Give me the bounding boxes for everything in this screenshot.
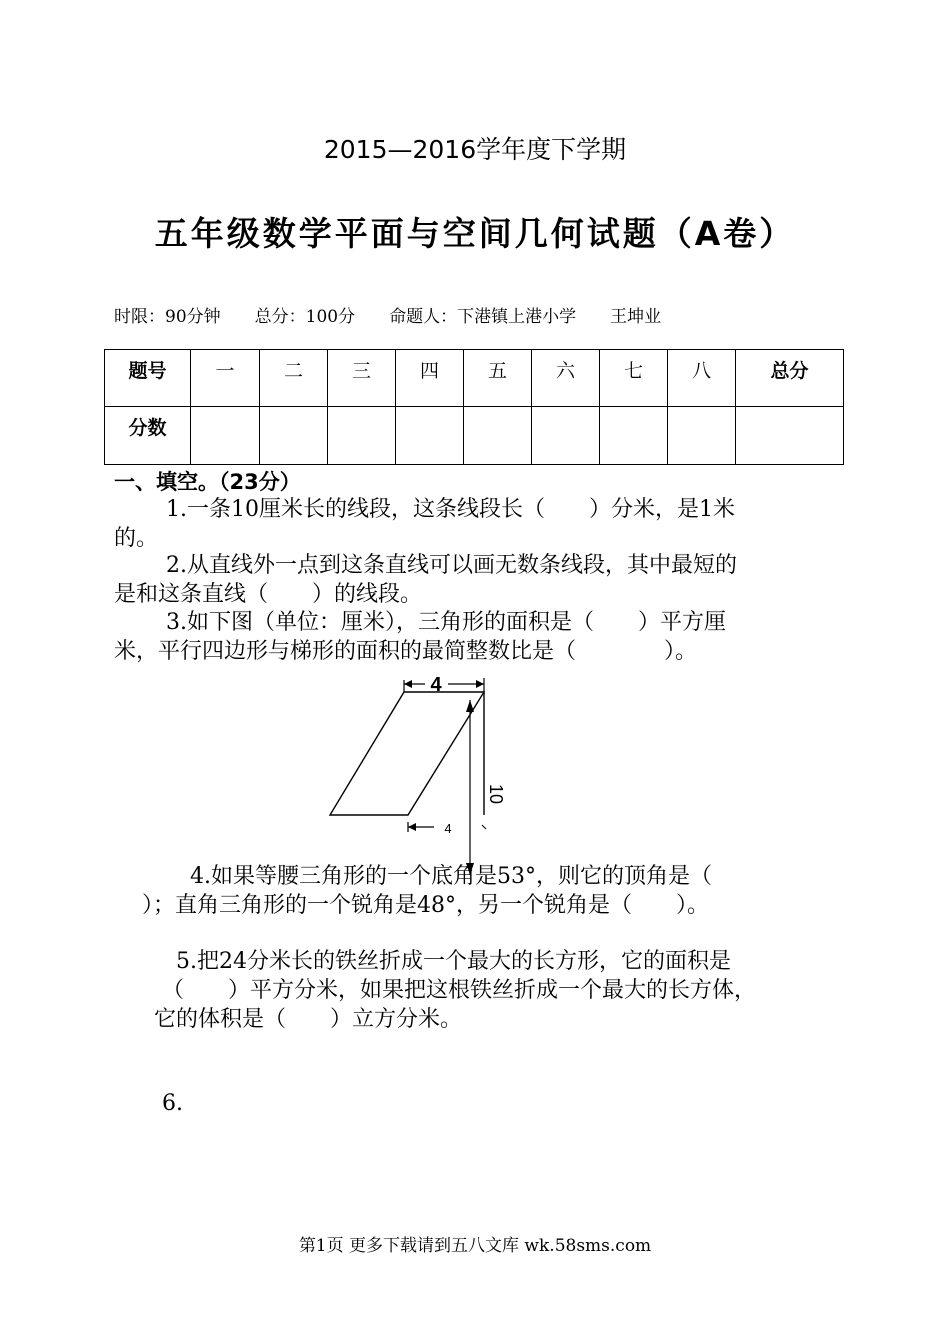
score-table-header-row <box>105 350 844 407</box>
question-line: 6. <box>162 1091 183 1116</box>
table-header-cell: 五 <box>464 350 532 407</box>
question-5 <box>114 947 844 1034</box>
height-label: 10 <box>486 783 506 805</box>
question-line: 的。 <box>114 526 159 551</box>
question-line: 是和这条直线（ ）的线段。 <box>114 582 423 607</box>
parallelogram-shape <box>330 692 484 815</box>
question-6 <box>114 1089 844 1118</box>
score-cell <box>600 407 668 465</box>
section-heading: 一、填空。（23分） <box>114 470 301 494</box>
score-table <box>104 349 844 465</box>
score-cell <box>396 407 464 465</box>
page-footer: 第1页 更多下载请到五八文库 wk.58sms.com <box>298 1236 652 1256</box>
exam-meta: 时限：90分钟 总分：100分 命题人：下港镇上港小学 王坤业 <box>114 307 662 327</box>
exam-title: 五年级数学平面与空间几何试题（A卷） <box>154 214 796 253</box>
bottom-width-label: 4 <box>444 821 452 836</box>
question-2 <box>114 551 844 609</box>
score-cell <box>191 407 260 465</box>
score-cell <box>668 407 736 465</box>
question-line: 米，平行四边形与梯形的面积的最简整数比是（ ）。 <box>114 639 698 664</box>
question-line: 3.如下图（单位：厘米），三角形的面积是（ ）平方厘 <box>166 610 726 635</box>
question-line: （ ）平方分米，如果把这根铁丝折成一个最大的长方体， <box>162 978 757 1003</box>
question-3 <box>114 608 844 666</box>
table-header-cell: 四 <box>396 350 464 407</box>
table-header-cell: 一 <box>191 350 260 407</box>
score-cell <box>532 407 600 465</box>
question-line: 5.把24分米长的铁丝折成一个最大的长方形，它的面积是 <box>176 949 731 974</box>
question-4 <box>114 862 844 920</box>
top-width-label: 4 <box>430 674 442 696</box>
question-line: 2.从直线外一点到这条直线可以画无数条线段，其中最短的 <box>166 553 737 578</box>
score-cell <box>260 407 328 465</box>
table-header-cell: 八 <box>668 350 736 407</box>
table-header-cell: 七 <box>600 350 668 407</box>
score-cell <box>328 407 396 465</box>
score-cell <box>736 407 844 465</box>
table-header-cell: 题号 <box>105 350 191 407</box>
exam-subtitle: 2015—2016学年度下学期 <box>323 135 627 164</box>
table-row-label: 分数 <box>105 407 191 465</box>
question-line: 它的体积是（ ）立方分米。 <box>154 1007 463 1032</box>
score-cell <box>464 407 532 465</box>
geometry-figure <box>320 670 520 890</box>
question-1 <box>114 495 844 553</box>
question-line: 4.如果等腰三角形的一个底角是53°，则它的顶角是（ <box>190 864 712 889</box>
table-header-cell: 二 <box>260 350 328 407</box>
question-line: ）；直角三角形的一个锐角是48°，另一个锐角是（ ）。 <box>142 893 709 918</box>
table-header-cell: 六 <box>532 350 600 407</box>
table-header-cell: 总分 <box>736 350 844 407</box>
score-table-score-row <box>105 407 844 465</box>
table-header-cell: 三 <box>328 350 396 407</box>
question-line: 1.一条10厘米长的线段，这条线段长（ ）分米，是1米 <box>166 497 735 522</box>
